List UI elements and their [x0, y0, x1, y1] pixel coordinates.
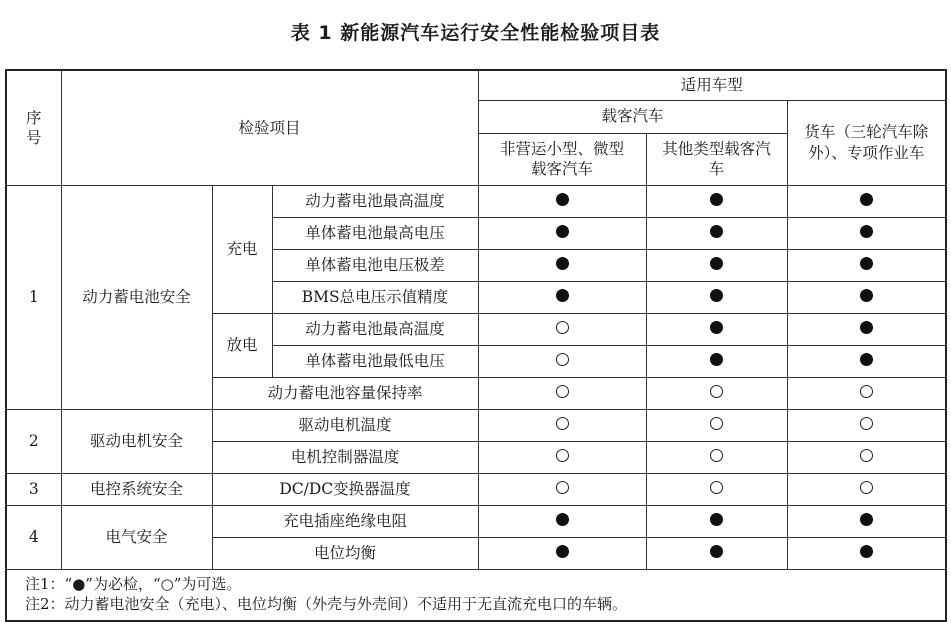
required-dot-icon: [556, 193, 569, 206]
optional-circle-icon: [710, 385, 723, 398]
required-dot-icon: [556, 513, 569, 526]
group-no: 2: [6, 409, 61, 473]
header-item: 检验项目: [61, 70, 478, 185]
mark-cell: [646, 313, 787, 345]
mark-cell: [646, 345, 787, 377]
mark-cell: [787, 345, 946, 377]
required-dot-icon: [860, 545, 873, 558]
mark-cell: [478, 377, 646, 409]
item-cell: 单体蓄电池最高电压: [272, 217, 478, 249]
header-other: 其他类型载客汽车: [646, 133, 787, 185]
mark-cell: [646, 441, 787, 473]
notes: [6, 569, 946, 621]
mark-cell: [787, 185, 946, 217]
mark-cell: [478, 217, 646, 249]
optional-circle-icon: [556, 321, 569, 334]
optional-circle-icon: [556, 353, 569, 366]
optional-circle-icon: [556, 449, 569, 462]
mark-cell: [646, 281, 787, 313]
group-name: 电气安全: [61, 505, 212, 569]
mark-cell: [478, 473, 646, 505]
group-name: 电控系统安全: [61, 473, 212, 505]
group-no: 3: [6, 473, 61, 505]
mark-cell: [478, 185, 646, 217]
header-passenger: 载客汽车: [478, 100, 787, 133]
required-dot-icon: [710, 321, 723, 334]
mark-cell: [478, 537, 646, 569]
optional-circle-icon: [710, 481, 723, 494]
subgroup-discharge: 放电: [212, 313, 272, 377]
optional-circle-icon: [710, 449, 723, 462]
optional-circle-icon: [556, 481, 569, 494]
required-dot-icon: [710, 257, 723, 270]
mark-cell: [787, 313, 946, 345]
note-2: 注2：动力蓄电池安全（充电）、电位均衡（外壳与外壳间）不适用于无直流充电口的车辆。: [25, 594, 628, 613]
item-cell: 动力蓄电池最高温度: [272, 185, 478, 217]
item-cell: 电位均衡: [212, 537, 478, 569]
optional-circle-icon: [860, 385, 873, 398]
item-cell: 单体蓄电池最低电压: [272, 345, 478, 377]
mark-cell: [478, 505, 646, 537]
item-cell: DC/DC变换器温度: [212, 473, 478, 505]
required-dot-icon: [860, 289, 873, 302]
mark-cell: [478, 441, 646, 473]
mark-cell: [646, 537, 787, 569]
group-name: 驱动电机安全: [61, 409, 212, 473]
mark-cell: [478, 313, 646, 345]
mark-cell: [787, 537, 946, 569]
optional-circle-icon: [556, 417, 569, 430]
group-no: 4: [6, 505, 61, 569]
mark-cell: [787, 377, 946, 409]
required-dot-icon: [556, 257, 569, 270]
mark-cell: [646, 377, 787, 409]
header-small: 非营运小型、微型载客汽车: [478, 133, 646, 185]
required-dot-icon: [860, 193, 873, 206]
item-cell: BMS总电压示值精度: [272, 281, 478, 313]
mark-cell: [646, 473, 787, 505]
required-dot-icon: [860, 321, 873, 334]
mark-cell: [787, 217, 946, 249]
item-cell: 电机控制器温度: [212, 441, 478, 473]
group-name: 动力蓄电池安全: [61, 185, 212, 409]
note-1: 注1：“●”为必检，“○”为可选。: [25, 575, 242, 594]
header-applicable: 适用车型: [478, 70, 946, 100]
mark-cell: [787, 441, 946, 473]
item-cell: 动力蓄电池最高温度: [272, 313, 478, 345]
mark-cell: [478, 249, 646, 281]
group-no: 1: [6, 185, 61, 409]
item-cell: 充电插座绝缘电阻: [212, 505, 478, 537]
header-truck: 货车（三轮汽车除外）、专项作业车: [787, 100, 946, 185]
item-cell: 驱动电机温度: [212, 409, 478, 441]
required-dot-icon: [556, 545, 569, 558]
mark-cell: [646, 249, 787, 281]
required-dot-icon: [710, 353, 723, 366]
mark-cell: [646, 217, 787, 249]
mark-cell: [478, 345, 646, 377]
required-dot-icon: [710, 513, 723, 526]
required-dot-icon: [860, 513, 873, 526]
mark-cell: [787, 473, 946, 505]
required-dot-icon: [860, 257, 873, 270]
header-seq: 序号: [6, 70, 61, 185]
item-cell: 动力蓄电池容量保持率: [212, 377, 478, 409]
required-dot-icon: [710, 193, 723, 206]
mark-cell: [646, 185, 787, 217]
mark-cell: [787, 505, 946, 537]
required-dot-icon: [710, 289, 723, 302]
mark-cell: [646, 409, 787, 441]
optional-circle-icon: [860, 481, 873, 494]
optional-circle-icon: [860, 449, 873, 462]
mark-cell: [787, 409, 946, 441]
required-dot-icon: [860, 225, 873, 238]
required-dot-icon: [710, 545, 723, 558]
mark-cell: [478, 409, 646, 441]
mark-cell: [478, 281, 646, 313]
optional-circle-icon: [556, 385, 569, 398]
required-dot-icon: [556, 225, 569, 238]
mark-cell: [646, 505, 787, 537]
required-dot-icon: [710, 225, 723, 238]
required-dot-icon: [860, 353, 873, 366]
optional-circle-icon: [710, 417, 723, 430]
required-dot-icon: [556, 289, 569, 302]
item-cell: 单体蓄电池电压极差: [272, 249, 478, 281]
optional-circle-icon: [860, 417, 873, 430]
subgroup-charge: 充电: [212, 185, 272, 313]
mark-cell: [787, 281, 946, 313]
table-title: 表 1 新能源汽车运行安全性能检验项目表: [290, 22, 661, 44]
mark-cell: [787, 249, 946, 281]
inspection-table: [5, 69, 947, 622]
